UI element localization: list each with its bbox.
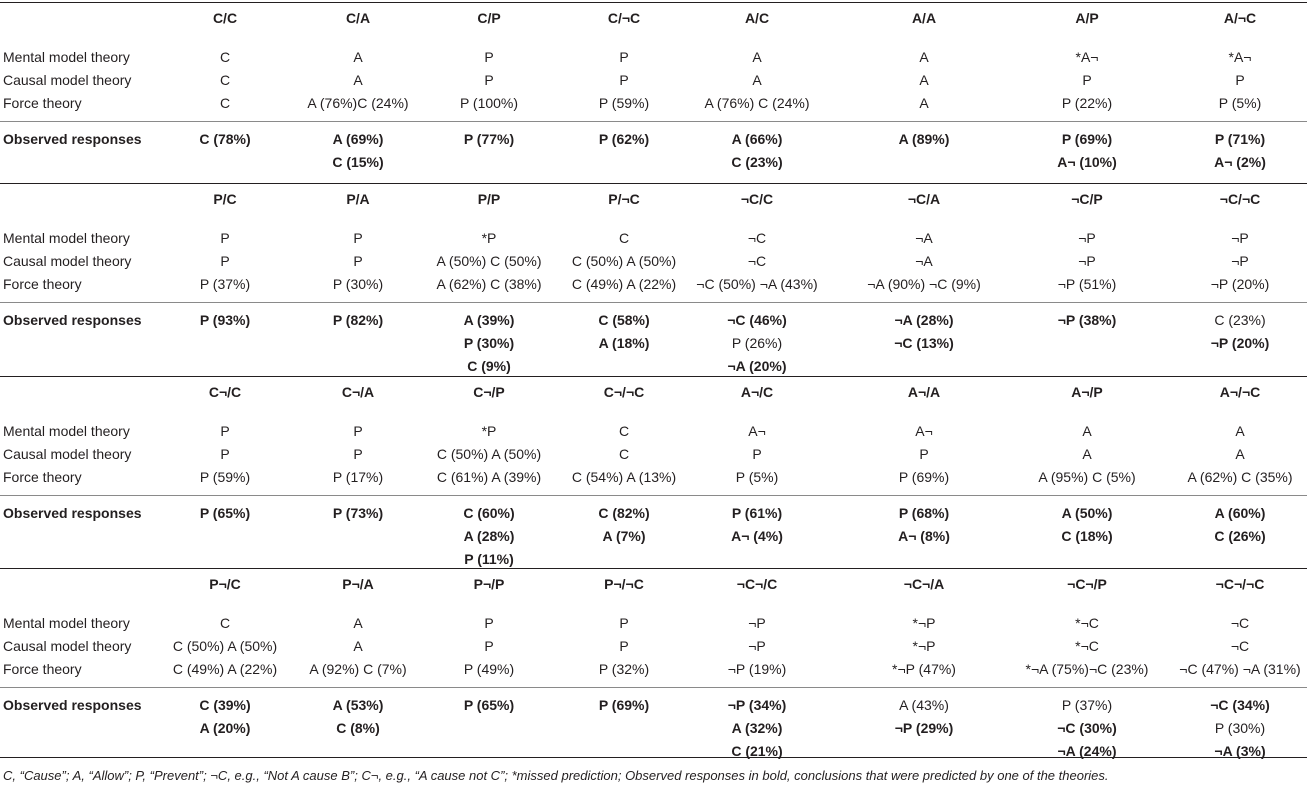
prediction-cell: A (76%)C (24%) xyxy=(307,95,409,111)
prediction-cell: ¬C xyxy=(747,230,767,246)
observed-response: P (61%) xyxy=(731,505,783,521)
observed-row xyxy=(0,309,1307,332)
theory-label: Causal model theory xyxy=(3,253,132,269)
observed-response: P (30%) xyxy=(463,335,515,351)
prediction-cell: *¬C xyxy=(1075,638,1099,654)
prediction-cell: P xyxy=(353,423,363,439)
observed-separator xyxy=(0,687,1307,688)
observed-response: C (26%) xyxy=(1214,528,1266,544)
condition-header: P/P xyxy=(477,191,501,207)
observed-row xyxy=(0,740,1307,763)
theory-label: Force theory xyxy=(3,469,82,485)
table-top-rule xyxy=(0,2,1307,3)
theory-label: Force theory xyxy=(3,661,82,677)
observed-response: C (82%) xyxy=(598,505,650,521)
prediction-cell: ¬A xyxy=(915,230,933,246)
observed-response: C (23%) xyxy=(731,154,783,170)
prediction-cell: C (61%) A (39%) xyxy=(436,469,542,485)
observed-response: C (21%) xyxy=(731,743,783,759)
observed-response: C (39%) xyxy=(199,697,251,713)
prediction-cell: P (5%) xyxy=(735,469,779,485)
observed-row xyxy=(0,694,1307,717)
prediction-cell: ¬A (90%) ¬C (9%) xyxy=(867,276,981,292)
prediction-cell: P (22%) xyxy=(1061,95,1113,111)
condition-header: ¬C¬/¬C xyxy=(1215,576,1265,592)
observed-row xyxy=(0,151,1307,174)
observed-label: Observed responses xyxy=(3,131,142,147)
prediction-cell: A xyxy=(1082,423,1092,439)
condition-header: A¬/¬C xyxy=(1219,384,1261,400)
prediction-cell: P (59%) xyxy=(199,469,251,485)
mental-theory-row xyxy=(0,46,1307,69)
prediction-cell: A xyxy=(353,49,363,65)
observed-row xyxy=(0,717,1307,740)
observed-response: P (65%) xyxy=(199,505,251,521)
prediction-cell: A (76%) C (24%) xyxy=(704,95,810,111)
observed-response: P (82%) xyxy=(332,312,384,328)
observed-response: ¬C (13%) xyxy=(894,335,954,351)
condition-header: P¬/P xyxy=(473,576,505,592)
force-theory-row xyxy=(0,466,1307,489)
observed-response: P (68%) xyxy=(898,505,950,521)
prediction-cell: C (50%) A (50%) xyxy=(172,638,278,654)
prediction-cell: P xyxy=(220,253,230,269)
causal-theory-row xyxy=(0,250,1307,273)
prediction-cell: *P xyxy=(481,423,497,439)
prediction-cell: ¬P (20%) xyxy=(1210,276,1270,292)
prediction-cell: A¬ xyxy=(915,423,933,439)
force-theory-row xyxy=(0,658,1307,681)
prediction-cell: C xyxy=(618,230,630,246)
table-footnote: C, “Cause”; A, “Allow”; P, “Prevent”; ¬C, e.g., “Not A cause B”; C¬, e.g., “A cause not C”; *missed prediction; Observed responses in bold, conclusions that were predicted by one of the theories. xyxy=(3,768,1109,783)
condition-header: P/A xyxy=(346,191,370,207)
condition-header: P/C xyxy=(213,191,237,207)
prediction-cell: ¬C (50%) ¬A (43%) xyxy=(696,276,818,292)
prediction-cell: P xyxy=(1235,72,1245,88)
condition-header-row xyxy=(0,573,1307,596)
theory-label: Mental model theory xyxy=(3,49,130,65)
prediction-cell: ¬P xyxy=(1078,253,1096,269)
prediction-cell: A xyxy=(752,72,762,88)
observed-response: A (7%) xyxy=(602,528,646,544)
theory-label: Mental model theory xyxy=(3,615,130,631)
observed-response: ¬A (28%) xyxy=(894,312,954,328)
force-theory-row xyxy=(0,273,1307,296)
prediction-cell: ¬P (19%) xyxy=(727,661,787,677)
observed-row xyxy=(0,502,1307,525)
prediction-cell: ¬P xyxy=(1078,230,1096,246)
prediction-cell: *¬P (47%) xyxy=(892,661,956,677)
prediction-cell: P xyxy=(619,49,629,65)
observed-response: C (15%) xyxy=(332,154,384,170)
prediction-cell: ¬C xyxy=(1230,638,1250,654)
observed-row xyxy=(0,355,1307,378)
observed-response: C (23%) xyxy=(1214,312,1266,328)
prediction-cell: A xyxy=(1235,446,1245,462)
observed-response: ¬P (38%) xyxy=(1057,312,1117,328)
prediction-cell: *¬A (75%)¬C (23%) xyxy=(1025,661,1149,677)
prediction-cell: P xyxy=(484,49,494,65)
observed-response: ¬C (30%) xyxy=(1057,720,1117,736)
condition-header-row xyxy=(0,7,1307,30)
prediction-cell: P xyxy=(484,72,494,88)
condition-header: P¬/¬C xyxy=(604,576,644,592)
condition-header: C/¬C xyxy=(607,10,641,26)
condition-header: C/P xyxy=(477,10,501,26)
condition-header: A/A xyxy=(911,10,937,26)
prediction-cell: ¬P xyxy=(748,615,766,631)
prediction-cell: C (54%) A (13%) xyxy=(571,469,677,485)
observed-label: Observed responses xyxy=(3,312,142,328)
observed-response: A (50%) xyxy=(1061,505,1113,521)
prediction-cell: A xyxy=(1082,446,1092,462)
condition-header: C¬/A xyxy=(341,384,375,400)
prediction-cell: P xyxy=(353,446,363,462)
prediction-cell: A (92%) C (7%) xyxy=(309,661,407,677)
theory-label: Causal model theory xyxy=(3,72,132,88)
prediction-cell: ¬P xyxy=(1231,253,1249,269)
block-rule xyxy=(0,568,1307,569)
prediction-cell: ¬C (47%) ¬A (31%) xyxy=(1179,661,1301,677)
observed-response: P (26%) xyxy=(731,335,783,351)
prediction-cell: P (100%) xyxy=(459,95,519,111)
observed-response: A (28%) xyxy=(463,528,515,544)
prediction-cell: A (62%) C (35%) xyxy=(1187,469,1293,485)
condition-header: A/C xyxy=(744,10,770,26)
condition-header: ¬C/A xyxy=(907,191,941,207)
prediction-cell: P xyxy=(619,638,629,654)
observed-response: A¬ (4%) xyxy=(731,528,783,544)
prediction-cell: *A¬ xyxy=(1228,49,1252,65)
observed-row xyxy=(0,128,1307,151)
prediction-cell: P xyxy=(752,446,762,462)
prediction-cell: *¬C xyxy=(1075,615,1099,631)
prediction-cell: A (50%) C (50%) xyxy=(436,253,542,269)
mental-theory-row xyxy=(0,420,1307,443)
prediction-cell: P (69%) xyxy=(898,469,950,485)
observed-response: A¬ (10%) xyxy=(1057,154,1117,170)
prediction-cell: P (32%) xyxy=(598,661,650,677)
prediction-cell: ¬C xyxy=(1230,615,1250,631)
condition-header: P/¬C xyxy=(608,191,640,207)
condition-header: P¬/C xyxy=(209,576,241,592)
observed-response: P (37%) xyxy=(1061,697,1113,713)
prediction-cell: P xyxy=(353,253,363,269)
condition-header: C/A xyxy=(345,10,371,26)
theory-label: Mental model theory xyxy=(3,423,130,439)
observed-response: P (69%) xyxy=(1061,131,1113,147)
observed-response: A (60%) xyxy=(1214,505,1266,521)
condition-header-row xyxy=(0,188,1307,211)
condition-header: ¬C¬/A xyxy=(903,576,945,592)
causal-theory-row xyxy=(0,635,1307,658)
observed-response: P (62%) xyxy=(598,131,650,147)
force-theory-row xyxy=(0,92,1307,115)
observed-response: ¬A (20%) xyxy=(727,358,787,374)
prediction-cell: P xyxy=(484,615,494,631)
observed-separator xyxy=(0,495,1307,496)
observed-response: ¬P (34%) xyxy=(727,697,787,713)
observed-response: C (58%) xyxy=(598,312,650,328)
prediction-cell: P xyxy=(484,638,494,654)
observed-response: P (93%) xyxy=(199,312,251,328)
observed-response: A (39%) xyxy=(463,312,515,328)
observed-separator xyxy=(0,302,1307,303)
observed-response: P (73%) xyxy=(332,505,384,521)
prediction-cell: C xyxy=(219,72,231,88)
prediction-cell: ¬A xyxy=(915,253,933,269)
prediction-cell: ¬P xyxy=(748,638,766,654)
observed-response: ¬P (20%) xyxy=(1210,335,1270,351)
condition-header: ¬C¬/C xyxy=(736,576,778,592)
prediction-cell: ¬C xyxy=(747,253,767,269)
observed-response: A (32%) xyxy=(731,720,783,736)
prediction-cell: P (30%) xyxy=(332,276,384,292)
prediction-cell: C xyxy=(618,446,630,462)
prediction-cell: P xyxy=(353,230,363,246)
prediction-cell: P xyxy=(220,446,230,462)
prediction-cell: A¬ xyxy=(748,423,766,439)
prediction-cell: P (37%) xyxy=(199,276,251,292)
prediction-cell: *¬P xyxy=(912,638,936,654)
condition-header: A¬/C xyxy=(740,384,774,400)
theory-label: Mental model theory xyxy=(3,230,130,246)
observed-response: ¬P (29%) xyxy=(894,720,954,736)
observed-response: P (30%) xyxy=(1214,720,1266,736)
condition-header: ¬C¬/P xyxy=(1067,576,1107,592)
prediction-cell: P (59%) xyxy=(598,95,650,111)
observed-response: A¬ (8%) xyxy=(898,528,950,544)
condition-header: ¬C/C xyxy=(740,191,774,207)
prediction-cell: P (5%) xyxy=(1218,95,1262,111)
observed-response: C (18%) xyxy=(1061,528,1113,544)
block-rule xyxy=(0,376,1307,377)
condition-header: A/¬C xyxy=(1223,10,1257,26)
observed-response: P (77%) xyxy=(463,131,515,147)
prediction-cell: *P xyxy=(481,230,497,246)
observed-response: A (53%) xyxy=(332,697,384,713)
prediction-cell: *A¬ xyxy=(1075,49,1099,65)
observed-response: P (11%) xyxy=(464,551,514,567)
observed-row xyxy=(0,332,1307,355)
prediction-cell: A xyxy=(353,638,363,654)
observed-response: A (43%) xyxy=(899,697,949,713)
condition-header: P¬/A xyxy=(342,576,374,592)
prediction-cell: P xyxy=(220,423,230,439)
mental-theory-row xyxy=(0,227,1307,250)
condition-header: A¬/P xyxy=(1071,384,1103,400)
observed-response: C (78%) xyxy=(199,131,251,147)
theory-label: Force theory xyxy=(3,276,82,292)
observed-label: Observed responses xyxy=(3,697,142,713)
observed-response: A (18%) xyxy=(598,335,650,351)
condition-header: ¬C/¬C xyxy=(1219,191,1261,207)
observed-response: A¬ (2%) xyxy=(1214,154,1266,170)
observed-separator xyxy=(0,121,1307,122)
observed-response: C (8%) xyxy=(336,720,380,736)
prediction-cell: A xyxy=(919,49,929,65)
observed-response: A (69%) xyxy=(332,131,384,147)
observed-row xyxy=(0,525,1307,548)
prediction-cell: C xyxy=(618,423,630,439)
prediction-cell: C xyxy=(219,615,231,631)
theory-label: Causal model theory xyxy=(3,638,132,654)
observed-response: A (20%) xyxy=(199,720,251,736)
prediction-cell: P xyxy=(919,446,929,462)
prediction-cell: P xyxy=(220,230,230,246)
prediction-cell: A (62%) C (38%) xyxy=(436,276,542,292)
theory-label: Causal model theory xyxy=(3,446,132,462)
prediction-cell: C xyxy=(219,49,231,65)
prediction-cell: C (49%) A (22%) xyxy=(571,276,677,292)
block-rule xyxy=(0,183,1307,184)
observed-response: P (71%) xyxy=(1214,131,1266,147)
condition-header: C¬/C xyxy=(208,384,242,400)
observed-response: ¬A (3%) xyxy=(1214,743,1266,759)
prediction-cell: ¬P (51%) xyxy=(1057,276,1117,292)
observed-response: P (65%) xyxy=(463,697,515,713)
observed-response: C (9%) xyxy=(467,358,511,374)
prediction-cell: A xyxy=(919,95,929,111)
condition-header: C¬/¬C xyxy=(603,384,645,400)
condition-header-row xyxy=(0,381,1307,404)
condition-header: A/P xyxy=(1075,10,1099,26)
observed-response: C (60%) xyxy=(463,505,515,521)
prediction-cell: ¬P xyxy=(1231,230,1249,246)
mental-theory-row xyxy=(0,612,1307,635)
theory-label: Force theory xyxy=(3,95,82,111)
prediction-cell: A (95%) C (5%) xyxy=(1038,469,1136,485)
condition-header: C/C xyxy=(212,10,238,26)
prediction-cell: A xyxy=(752,49,762,65)
condition-header: A¬/A xyxy=(907,384,941,400)
block-rule xyxy=(0,757,1307,758)
condition-header: C¬/P xyxy=(473,384,505,400)
prediction-cell: *¬P xyxy=(912,615,936,631)
prediction-cell: P xyxy=(1082,72,1092,88)
prediction-cell: C (50%) A (50%) xyxy=(571,253,677,269)
prediction-cell: P xyxy=(619,615,629,631)
observed-response: P (69%) xyxy=(598,697,650,713)
prediction-cell: A xyxy=(919,72,929,88)
causal-theory-row xyxy=(0,69,1307,92)
prediction-cell: P (17%) xyxy=(332,469,384,485)
observed-response: ¬A (24%) xyxy=(1057,743,1117,759)
condition-header: ¬C/P xyxy=(1071,191,1103,207)
prediction-cell: A xyxy=(353,615,363,631)
prediction-cell: C (50%) A (50%) xyxy=(436,446,542,462)
prediction-cell: A xyxy=(353,72,363,88)
observed-response: ¬C (46%) xyxy=(727,312,787,328)
observed-label: Observed responses xyxy=(3,505,142,521)
prediction-cell: C xyxy=(219,95,231,111)
observed-response: A (89%) xyxy=(898,131,950,147)
prediction-cell: P (49%) xyxy=(463,661,515,677)
observed-response: ¬C (34%) xyxy=(1210,697,1270,713)
observed-response: A (66%) xyxy=(731,131,783,147)
causal-theory-row xyxy=(0,443,1307,466)
prediction-cell: A xyxy=(1235,423,1245,439)
prediction-cell: C (49%) A (22%) xyxy=(172,661,278,677)
prediction-cell: P xyxy=(619,72,629,88)
